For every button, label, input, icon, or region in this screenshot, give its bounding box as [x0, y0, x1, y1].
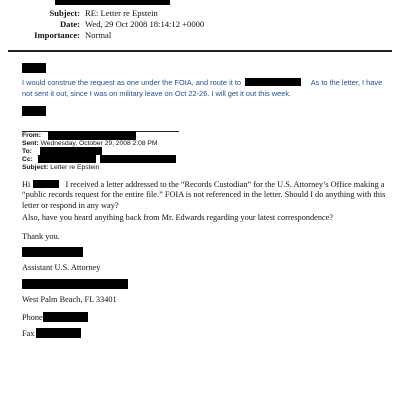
header-subject-value: RE: Letter re Epstein [85, 8, 158, 18]
reply-text-part2: As to the letter, I have not sent it out, since I was on military leave on Oct 22-26. I will get it out this week. [22, 78, 383, 98]
header-subject-label: Subject: [49, 8, 80, 18]
original-cc-label: Cc: [22, 156, 33, 163]
greeting: Hi [22, 180, 31, 189]
signature-title: Assistant U.S. Attorney [22, 263, 101, 272]
header-date-value: Wed, 29 Oct 2008 18:14:12 +0000 [85, 19, 205, 29]
message-body-para1 [22, 180, 394, 211]
original-subject-value: Letter re Epstein [50, 164, 100, 171]
message-body-thanks: Thank you. [22, 232, 60, 241]
redaction-phone [43, 312, 88, 322]
header-divider [8, 50, 392, 52]
original-subject-row [22, 164, 99, 172]
signature-fax-label: Fax [22, 329, 35, 338]
header-importance-value: Normal [85, 30, 112, 40]
reply-message [22, 78, 392, 99]
original-sent-value: Wednesday, October 29, 2008 2:08 PM [40, 140, 158, 147]
redaction-reply-signature [22, 106, 46, 116]
body-text-para1: I received a letter addressed to the “Records Custodian” for the U.S. Attorney’s Office making a “public records request for the entire file.” FOIA is not referenced in the letter. Should I do anything with this letter or respond in any way? [22, 180, 386, 210]
redaction-fax [36, 328, 81, 338]
header-date-label: Date: [59, 19, 80, 29]
original-from-label: From: [22, 132, 41, 139]
redaction-cc-2 [100, 155, 176, 163]
redaction-top [55, 0, 170, 5]
signature-city: West Palm Beach, FL 33401 [22, 295, 117, 304]
redaction-to [40, 147, 102, 155]
redaction-reply-inline [245, 78, 301, 86]
redaction-reply-top [22, 63, 46, 73]
original-sent-label: Sent: [22, 140, 39, 147]
original-to-label: To: [22, 148, 32, 155]
redaction-greeting-name [33, 180, 59, 188]
message-body-para2: Also, have you heard anything back from Mr. Edwards regarding your latest correspondence? [22, 213, 334, 222]
reply-text-part1: I would construe the request as one under the FOIA, and route it to [22, 78, 241, 87]
signature-phone-label: Phone [22, 313, 43, 322]
header-importance-label: Importance: [34, 30, 80, 40]
redaction-from [48, 131, 136, 140]
redaction-cc-1 [38, 155, 96, 163]
redaction-signature-address [22, 279, 128, 289]
redaction-signature-name [22, 247, 83, 257]
original-subject-label: Subject: [22, 164, 49, 171]
